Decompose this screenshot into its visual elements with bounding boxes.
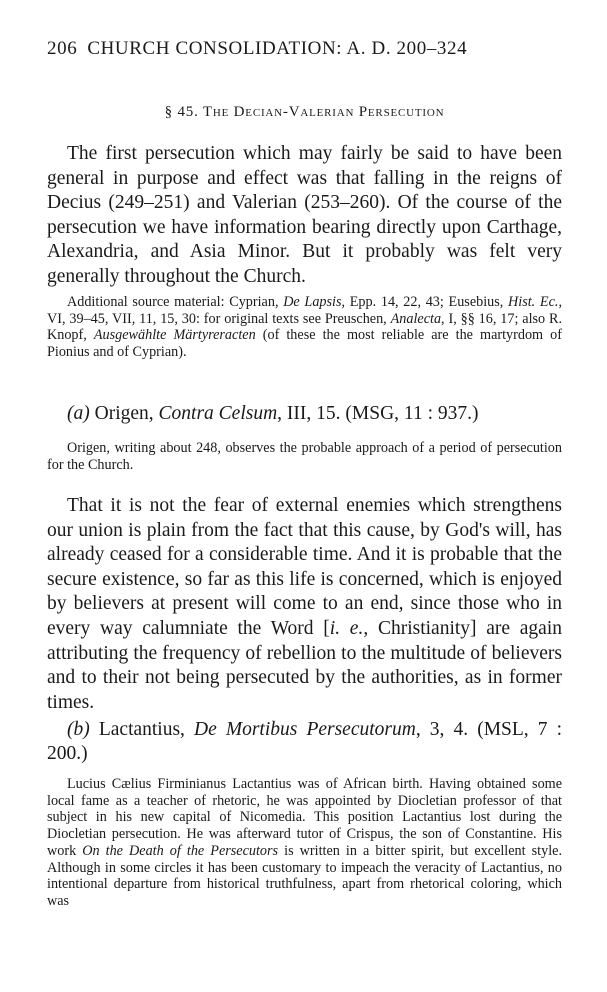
running-title: CHURCH CONSOLIDATION: A. D. 200–324 — [87, 38, 468, 59]
intro-paragraph: The first persecution which may fairly be said to have been general in purpose and effect was that falling in the reigns of Decius (249–251) and Valerian (253–260). Of the course of the persecution we have information bearing directly upon Carthage, Alexandria, and Asia Minor. But it probably was felt very generally throughout the Church. — [47, 143, 562, 287]
source-a-text-2: , Christianity] are again attributing the frequency of rebellion to the multitude of believers and to their not being persecuted by the authorities, as in former times. — [47, 617, 563, 713]
running-header — [47, 38, 562, 60]
source-a-text-ie: i. e. — [329, 617, 364, 639]
source-b-label: (b) — [67, 719, 90, 740]
source-a-work: Contra Celsum — [158, 403, 278, 424]
source-a-heading — [47, 402, 562, 426]
cyprian-work-title: De Lapsis — [283, 294, 342, 310]
knopf-work-title: Ausgewählte Märtyreracten — [93, 327, 256, 344]
source-b-note-work: On the Death of the Persecutors — [82, 842, 279, 859]
source-b-ref: , 3, 4. (MSL, 7 : 200.) — [47, 719, 563, 764]
source-a-text — [47, 494, 562, 715]
eusebius-work-title: Hist. Ec. — [508, 294, 559, 310]
source-a-text-1: That it is not the fear of external enemies which strengthens our union is plain from the fact that this cause, by God's will, has already ceased for a considerable time. And it is probable that the secure existence, so far as this life is concerned, which is enjoyed by believers at present will come to an end, since those who in every way calumniate the Word [ — [47, 495, 562, 639]
source-b-heading — [47, 718, 562, 766]
source-b-author: Lactantius, — [98, 719, 195, 740]
source-a-note: Origen, writing about 248, observes the probable approach of a period of persecution for the Church. — [47, 440, 562, 473]
additional-text-4: , I, §§ 16, 17; also R. Knopf, — [47, 310, 563, 344]
additional-text-5: (of these the most reliable are the martyrdom of Pionius and of Cyprian). — [47, 327, 562, 361]
additional-sources-note — [47, 294, 562, 361]
source-b-work: De Mortibus Persecutorum — [194, 719, 416, 740]
page-number: 206 — [47, 38, 78, 59]
additional-text-1: Additional source material: Cyprian, — [67, 294, 284, 310]
additional-text-2: , Epp. 14, 22, 43; Eusebius, — [341, 294, 509, 310]
source-a-author: Origen, — [94, 403, 159, 424]
source-b-note-1: Lucius Cælius Firminianus Lactantius was of African birth. Having obtained some local fame as a teacher of rhetoric, he was appointed by Diocletian professor of that subject in his new capital of Nicomedia. This position Lactantius lost during the Diocletian persecution. He was afterward tutor of Crispus, the son of Constantine. His work — [47, 776, 562, 859]
section-title: § 45. The Decian-Valerian Persecution — [164, 104, 445, 120]
preuschen-work-title: Analecta — [390, 310, 442, 327]
source-a-ref: , III, 15. (MSG, 11 : 937.) — [277, 403, 479, 424]
additional-text-3: , VI, 39–45, VII, 11, 15, 30: for original texts see Preuschen, — [47, 294, 562, 327]
source-b-note-2: is written in a bitter spirit, but excellent style. Although in some circles it has been customary to impeach the veracity of Lactantius, no intentional departure from historical truthfulness, apart from rhetorical coloring, which was — [47, 842, 562, 909]
source-b-note — [47, 776, 562, 910]
source-a-label: (a) — [67, 403, 90, 424]
